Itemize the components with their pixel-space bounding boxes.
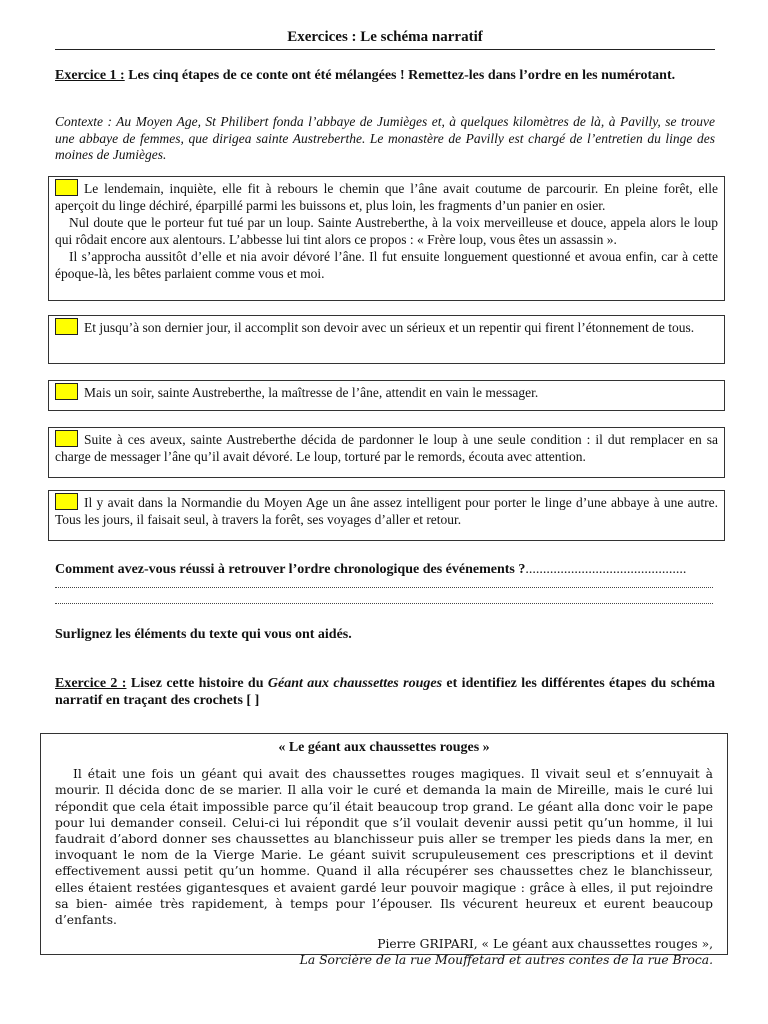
numbering-field-4[interactable] [55, 430, 78, 447]
story-author: Pierre GRIPARI, « Le géant aux chaussettes rouges », [377, 937, 713, 952]
story-step-box-1 [48, 176, 725, 301]
exercise2-label: Exercice 2 : [55, 676, 127, 691]
story-source: La Sorcière de la rue Mouffetard et autres contes de la rue Broca. [299, 953, 713, 968]
box1-paragraph-2: Nul doute que le porteur fut tué par un loup. Sainte Austreberthe, à la voix merveilleuse et douce, appela alors le loup qui rôdait encore aux alentours. L’abbesse lui tint alors ce propos : « Frère loup, vous êtes un assassin ». [55, 215, 718, 247]
story-body: Il était une fois un géant qui avait des chaussettes rouges magiques. Il vivait seul et s’ennuyait à mourir. Il décida donc de se marier. Il alla voir le curé et demanda la main de Mireille, mais le curé lui répondit que cela était impossible parce qu’il était beaucoup trop grand. Le géant alla donc voir le pape pour lui demander conseil. Celui-ci lui répondit que s’il voulait devenir aussi petit qu’un homme, il lui faudrait d’abord donner ses chaussettes au blanchisseur puis aller se tremper les pieds dans la mer, en invoquant le nom de la Vierge Marie. Le géant suivit scrupuleusement ces prescriptions et il devint effectivement aussi petit qu’un homme. Quand il alla récupérer ses chaussettes chez le blanchisseur, elles étaient restées gigantesques et avaient gardé leur pouvoir magique : grâce à elles, il put rejoindre sa bien- aimée très rapidement, à temps pour l’épouser. Ils vécurent heureux et eurent beaucoup d’enfants. [55, 767, 713, 928]
story-step-box-2 [48, 315, 725, 364]
box1-paragraph-3: Il s’approcha aussitôt d’elle et nia avoir dévoré l’âne. Il fut ensuite longuement questionné et avoua enfin, car à cette époque-là, les bêtes parlaient comme vous et moi. [55, 249, 718, 281]
exercise2-instruction [55, 675, 715, 709]
numbering-field-5[interactable] [55, 493, 78, 510]
story-title: « Le géant aux chaussettes rouges » [278, 740, 490, 755]
chronology-question-text: Comment avez-vous réussi à retrouver l’ordre chronologique des événements ? [55, 562, 526, 577]
exercise1-label: Exercice 1 : [55, 68, 125, 83]
exercise2-book-title: Géant aux chaussettes rouges [267, 676, 443, 691]
exercise1-text: Les cinq étapes de ce conte ont été mélangées ! Remettez-les dans l’ordre en les numérotant. [128, 68, 676, 83]
box4-text: Suite à ces aveux, sainte Austreberthe décida de pardonner le loup à une seule condition : il dut remplacer en sa charge de messager l’âne qu’il avait dévoré. Le loup, torturé par le remords, écouta avec attention. [55, 432, 718, 464]
numbering-field-3[interactable] [55, 383, 78, 400]
chronology-question [55, 561, 715, 578]
box2-text: Et jusqu’à son dernier jour, il accomplit son devoir avec un sérieux et un repentir qui firent l’étonnement de tous. [84, 320, 695, 335]
box3-text: Mais un soir, sainte Austreberthe, la maîtresse de l’âne, attendit en vain le messager. [84, 385, 539, 400]
story-frame [40, 733, 728, 968]
exercise1-context: Contexte : Au Moyen Age, St Philibert fonda l’abbaye de Jumièges et, à quelques kilomètres de là, à Pavilly, se trouve une abbaye de femmes, que dirigea sainte Austreberthe. Le monastère de Pavilly est chargé de l’entretien du linge des moines de Jumièges. [55, 114, 715, 162]
numbering-field-1[interactable] [55, 179, 78, 196]
box5-text: Il y avait dans la Normandie du Moyen Age un âne assez intelligent pour porter le linge d’une abbaye à une autre. Tous les jours, il faisait seul, à travers la forêt, ses voyages d’aller et retour. [55, 495, 718, 527]
story-step-box-3 [48, 380, 725, 411]
box1-paragraph-1: Le lendemain, inquiète, elle fit à rebours le chemin que l’âne avait coutume de parcourir. En pleine forêt, elle aperçoit du linge déchiré, éparpillé parmi les buissons et, plus loin, les fragments d’un panier en osier. [55, 181, 718, 213]
story-step-box-4 [48, 427, 725, 478]
story-citation [55, 936, 713, 968]
exercise2-text-before: Lisez cette histoire du [130, 676, 264, 691]
answer-line-2[interactable] [55, 603, 713, 604]
answer-dots[interactable]: .............................................. [525, 562, 687, 577]
answer-line-1[interactable] [55, 587, 713, 588]
highlight-instruction: Surlignez les éléments du texte qui vous ont aidés. [55, 627, 352, 642]
numbering-field-2[interactable] [55, 318, 78, 335]
page-title: Exercices : Le schéma narratif [287, 29, 483, 45]
title-underline [55, 49, 715, 50]
story-step-box-5 [48, 490, 725, 541]
exercise2-text-after: et identifiez les différentes étapes du schéma narratif en traçant des crochets [ ] [55, 676, 716, 708]
exercise1-instruction [55, 67, 715, 84]
